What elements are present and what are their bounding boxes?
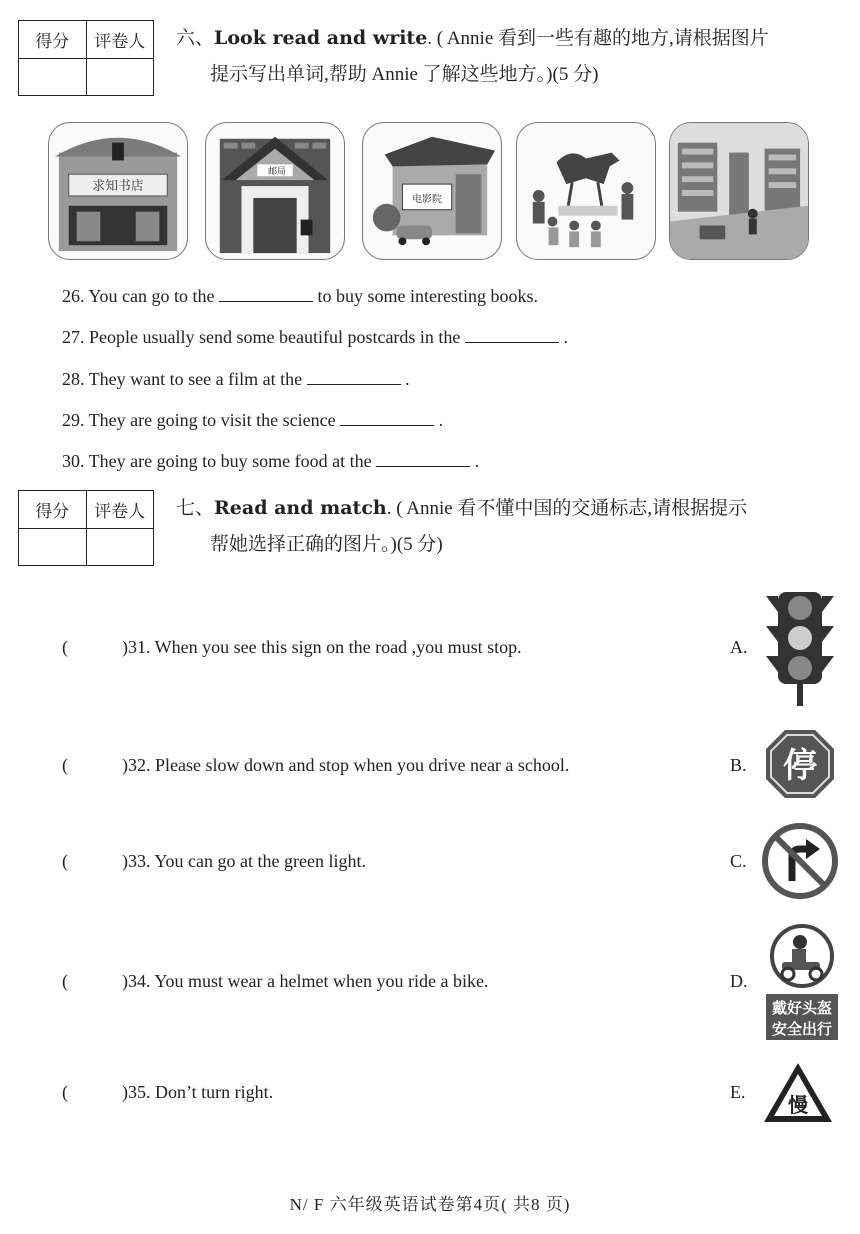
grader-field[interactable] <box>86 529 154 566</box>
question-27-text: 27. People usually send some beautiful postcards in the <box>62 327 461 347</box>
grader-field[interactable] <box>86 59 154 96</box>
question-29-tail: . <box>438 410 444 430</box>
question-30-text: 30. They are going to buy some food at the <box>62 451 372 471</box>
match-text-31: )31. When you see this sign on the road ,you must stop. <box>122 637 522 657</box>
stop-sign-text: 停 <box>783 746 817 786</box>
picture-bookstore <box>48 122 188 260</box>
no-right-turn-icon <box>762 823 838 899</box>
question-26-text: 26. You can go to the <box>62 286 215 306</box>
score-field[interactable] <box>19 59 86 96</box>
match-text-33: )33. You can go at the green light. <box>122 851 366 871</box>
section7-instruction: . ( Annie 看不懂中国的交通标志,请根据提示 <box>386 498 748 519</box>
question-29-text: 29. They are going to visit the science <box>62 410 336 430</box>
question-28-tail: . <box>405 369 410 389</box>
bookstore-sign-text: 求知书店 <box>92 179 144 195</box>
question-30-tail: . <box>474 451 480 471</box>
helmet-sign-text-1: 戴好头盔 <box>771 999 833 1017</box>
answer-paren-33[interactable]: ( <box>62 851 68 871</box>
helmet-sign-text-2: 安全出行 <box>771 1020 833 1038</box>
page-footer: N/ F 六年级英语试卷第4页( 共8 页) <box>289 1195 571 1214</box>
picture-cinema <box>362 122 502 260</box>
answer-blank-30[interactable] <box>376 448 470 467</box>
question-27-tail: . <box>563 327 568 347</box>
grader-label: 评卷人 <box>86 491 154 528</box>
slow-sign-text: 慢 <box>788 1093 808 1117</box>
answer-blank-27[interactable] <box>465 324 559 343</box>
option-letter-b: B. <box>730 755 747 775</box>
score-field[interactable] <box>19 529 86 566</box>
cinema-sign-text: 电影院 <box>412 193 442 205</box>
option-letter-a: A. <box>730 637 748 657</box>
question-30 <box>62 448 479 473</box>
picture-supermarket <box>669 122 809 260</box>
question-27 <box>62 324 568 349</box>
post-office-sign-text: 邮局 <box>268 167 286 178</box>
question-29 <box>62 407 443 432</box>
traffic-light-icon <box>766 590 834 706</box>
answer-paren-31[interactable]: ( <box>62 637 68 657</box>
match-text-32: )32. Please slow down and stop when you drive near a school. <box>122 755 570 775</box>
section7-instruction-line2: 帮她选择正确的图片。)(5 分) <box>210 534 443 555</box>
score-label: 得分 <box>35 32 70 52</box>
section6-number: 六、 <box>176 28 215 49</box>
helmet-sign-icon <box>764 924 840 1042</box>
option-letter-c: C. <box>730 851 747 871</box>
section7-heading: Read and match <box>214 497 387 519</box>
section6-instruction: . ( Annie 看到一些有趣的地方,请根据图片 <box>427 28 769 49</box>
match-text-34: )34. You must wear a helmet when you ride a bike. <box>122 971 489 991</box>
grader-label: 评卷人 <box>86 21 154 58</box>
section6-instruction-line2: 提示写出单词,帮助 Annie 了解这些地方。)(5 分) <box>210 64 599 85</box>
answer-blank-28[interactable] <box>307 366 401 385</box>
picture-museum <box>516 122 656 260</box>
section7-title <box>176 490 836 563</box>
option-letter-e: E. <box>730 1082 746 1102</box>
section6-heading: Look read and write <box>214 27 428 49</box>
stop-sign-icon <box>764 728 836 800</box>
question-28-text: 28. They want to see a film at the <box>62 369 303 389</box>
question-26 <box>62 283 538 308</box>
question-26-tail: to buy some interesting books. <box>317 286 538 306</box>
match-text-35: )35. Don’t turn right. <box>122 1082 274 1102</box>
score-box-section6 <box>18 20 154 96</box>
section7-number: 七、 <box>176 498 215 519</box>
question-28 <box>62 366 410 391</box>
answer-paren-34[interactable]: ( <box>62 971 68 991</box>
section6-title <box>176 20 836 93</box>
picture-post-office <box>205 122 345 260</box>
answer-blank-26[interactable] <box>219 283 313 302</box>
score-box-section7 <box>18 490 154 566</box>
slow-sign-icon <box>762 1060 834 1126</box>
answer-blank-29[interactable] <box>340 407 434 426</box>
option-letter-d: D. <box>730 971 748 991</box>
answer-paren-32[interactable]: ( <box>62 755 68 775</box>
answer-paren-35[interactable]: ( <box>62 1082 68 1102</box>
score-label: 得分 <box>35 502 70 522</box>
